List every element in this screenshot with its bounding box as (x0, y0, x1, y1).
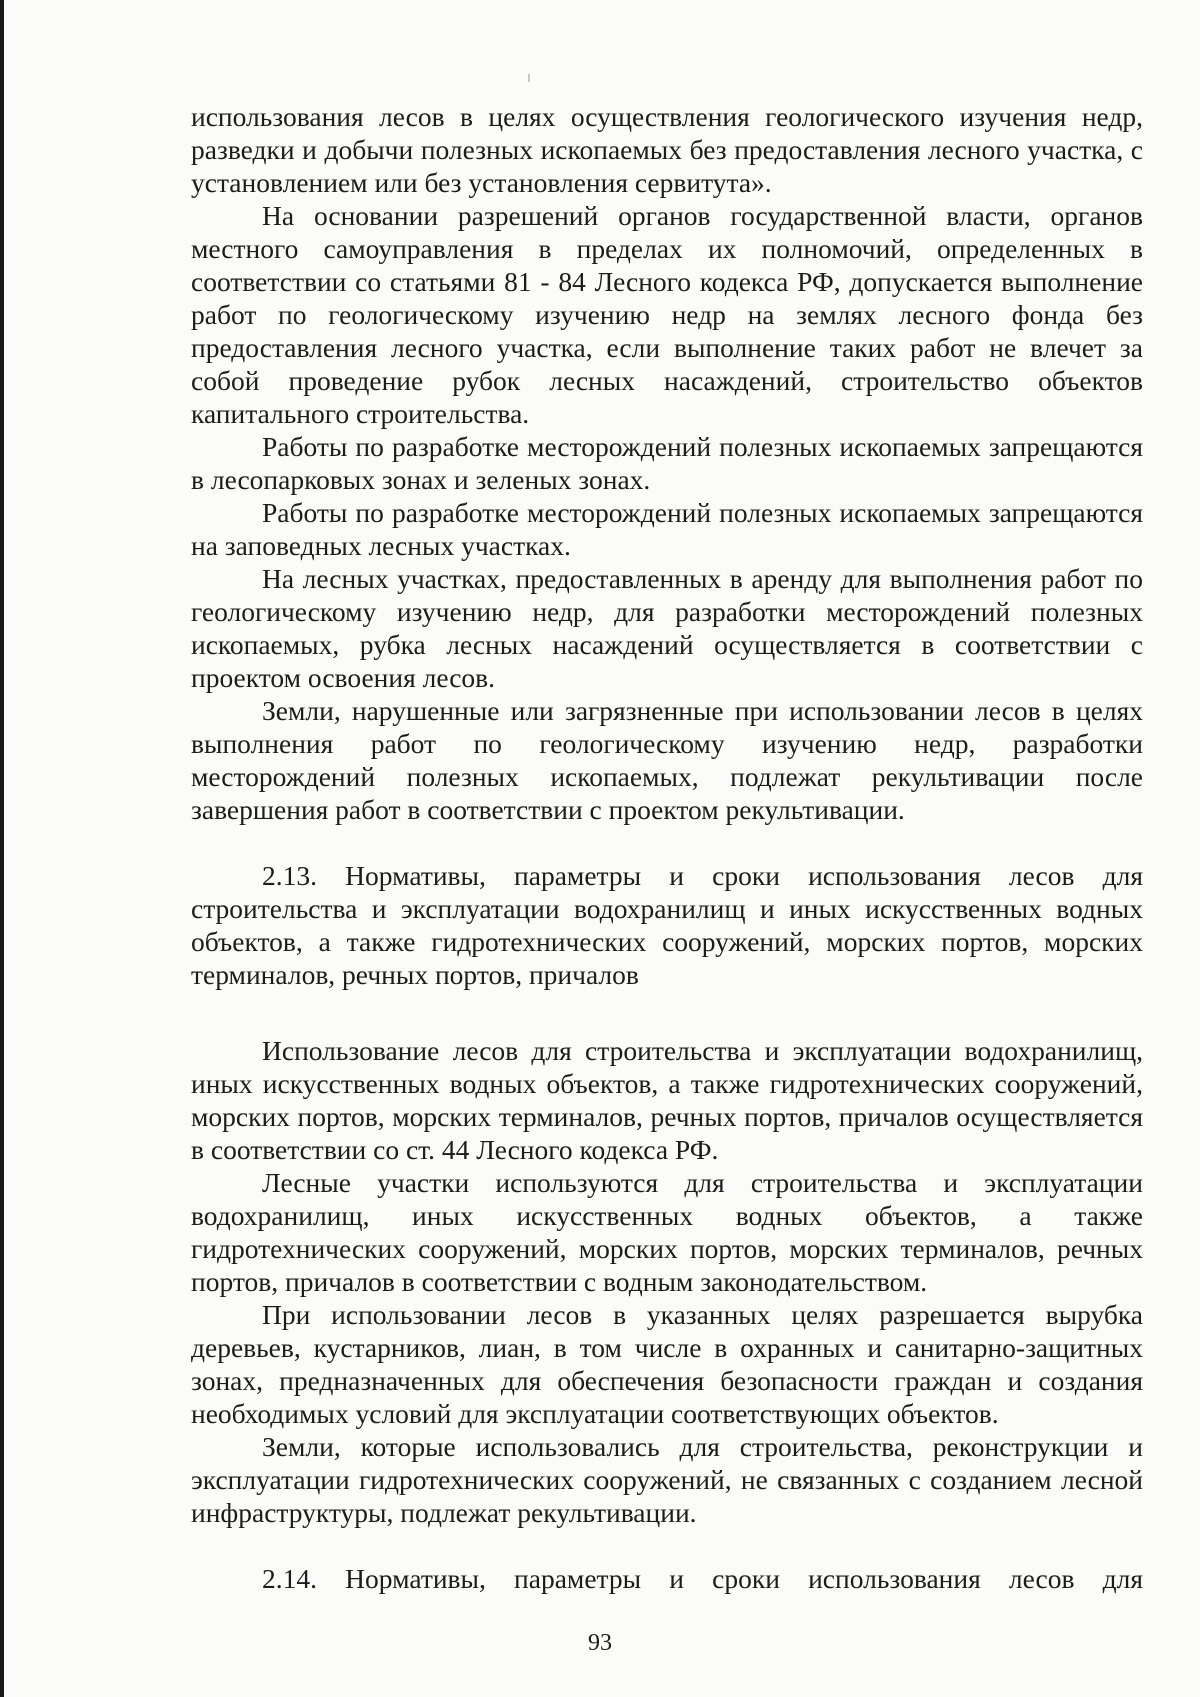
section-heading-2-14: 2.14. Нормативы, параметры и сроки использования лесов для (262, 1563, 1143, 1594)
paragraph-continued: использования лесов в целях осуществления геологического изучения недр, разведки и добычи полезных ископаемых без предоставления лесного участка, с установлением или без установления сервитута». (191, 101, 1143, 198)
page-number: 93 (588, 1630, 612, 1656)
paragraph: Лесные участки используются для строительства и эксплуатации водохранилищ, иных искусственных водных объектов, а также гидротехнических сооружений, морских портов, морских терминалов, речных портов, причалов в соответствии с водным законодательством. (191, 1167, 1143, 1297)
paragraph: На основании разрешений органов государственной власти, органов местного самоуправления в пределах их полномочий, определенных в соответствии со статьями 81 - 84 Лесного кодекса РФ, допускается выполнение работ по геологическому изучению недр на землях лесного фонда без предоставления лесного участка, если выполнение таких работ не влечет за собой проведение рубок лесных насаждений, строительство объектов капитального строительства. (191, 200, 1143, 429)
paragraph: Земли, которые использовались для строительства, реконструкции и эксплуатации гидротехнических сооружений, не связанных с созданием лесной инфраструктуры, подлежат рекультивации. (191, 1431, 1143, 1528)
page-body (191, 100, 1143, 1595)
scan-artifact (528, 74, 530, 82)
paragraph: Работы по разработке месторождений полезных ископаемых запрещаются на заповедных лесных участках. (191, 497, 1143, 561)
paragraph: Земли, нарушенные или загрязненные при использовании лесов в целях выполнения работ по геологическому изучению недр, разработки месторождений полезных ископаемых, подлежат рекультивации после завершения работ в соответствии с проектом рекультивации. (191, 695, 1143, 825)
paragraph: На лесных участках, предоставленных в аренду для выполнения работ по геологическому изучению недр, для разработки месторождений полезных ископаемых, рубка лесных насаждений осуществляется в соответствии с проектом освоения лесов. (191, 563, 1143, 693)
paragraph: При использовании лесов в указанных целях разрешается вырубка деревьев, кустарников, лиан, в том числе в охранных и санитарно-защитных зонах, предназначенных для обеспечения безопасности граждан и создания необходимых условий для эксплуатации соответствующих объектов. (191, 1299, 1143, 1429)
paragraph: Работы по разработке месторождений полезных ископаемых запрещаются в лесопарковых зонах и зеленых зонах. (191, 431, 1143, 495)
section-heading-2-13: 2.13. Нормативы, параметры и сроки использования лесов для строительства и эксплуатации водохранилищ и иных искусственных водных объектов, а также гидротехнических сооружений, морских портов, морских терминалов, речных портов, причалов (191, 860, 1143, 990)
scan-binding-edge (0, 0, 4, 1697)
paragraph: Использование лесов для строительства и эксплуатации водохранилищ, иных искусственных водных объектов, а также гидротехнических сооружений, морских портов, морских терминалов, речных портов, причалов осуществляется в соответствии со ст. 44 Лесного кодекса РФ. (191, 1035, 1143, 1165)
